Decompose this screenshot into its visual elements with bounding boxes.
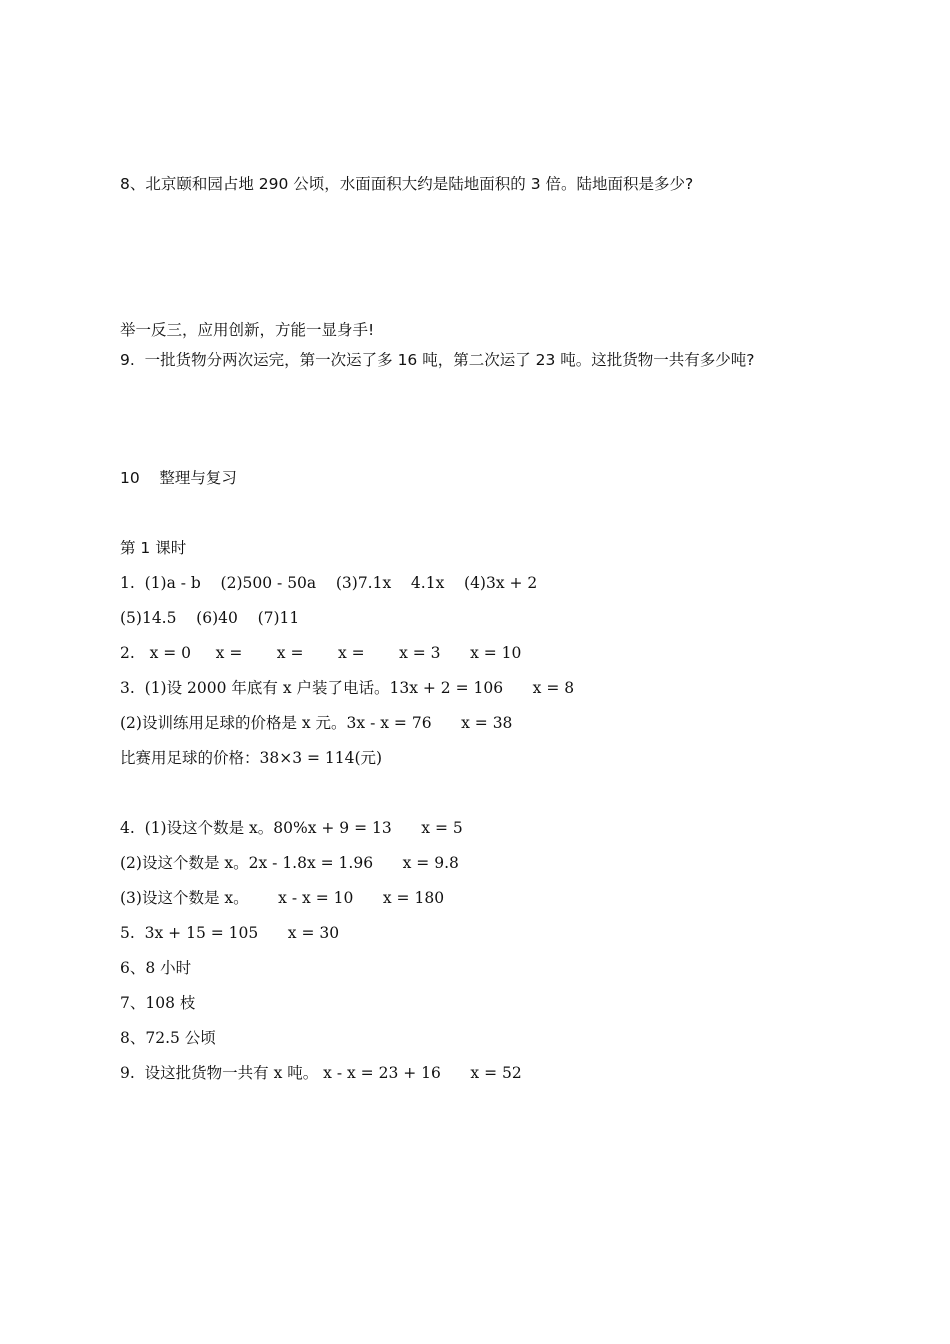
- question-8: 8、北京颐和园占地 290 公顷，水面面积大约是陆地面积的 3 倍。陆地面积是多少?: [120, 175, 694, 193]
- answer-line: (3)设这个数是 x。 x - x = 10 x = 180: [120, 889, 445, 907]
- answer-line: (2)设这个数是 x。2x - 1.8x = 1.96 x = 9.8: [120, 854, 459, 872]
- question-9: 9. 一批货物分两次运完，第一次运了多 16 吨，第二次运了 23 吨。这批货物一共有多少吨?: [120, 351, 755, 369]
- answer-line: 1. (1)a - b (2)500 - 50a (3)7.1x 4.1x (4)3x + 2: [120, 574, 538, 592]
- answer-line: 比赛用足球的价格：38×3 = 114(元): [120, 749, 383, 767]
- answer-line: 8、72.5 公顷: [120, 1029, 216, 1047]
- answer-line: (5)14.5 (6)40 (7)11: [120, 609, 300, 627]
- answer-line: 4. (1)设这个数是 x。80%x + 9 = 13 x = 5: [120, 819, 463, 837]
- lesson-title: 第 1 课时: [120, 539, 187, 557]
- answer-list: [120, 573, 574, 1098]
- answer-line: 2. x = 0 x = x = x = x = 3 x = 10: [120, 644, 522, 662]
- answer-line: 9. 设这批货物一共有 x 吨。 x - x = 23 + 16 x = 52: [120, 1064, 522, 1082]
- answer-line: 5. 3x + 15 = 105 x = 30: [120, 924, 340, 942]
- motto-heading: 举一反三，应用创新，方能一显身手!: [120, 321, 375, 339]
- chapter-title: 10 整理与复习: [120, 469, 237, 487]
- answer-line: 3. (1)设 2000 年底有 x 户装了电话。13x + 2 = 106 x = 8: [120, 679, 575, 697]
- answer-line: 6、8 小时: [120, 959, 192, 977]
- answer-line: 7、108 枝: [120, 994, 196, 1012]
- answer-line: (2)设训练用足球的价格是 x 元。3x - x = 76 x = 38: [120, 714, 513, 732]
